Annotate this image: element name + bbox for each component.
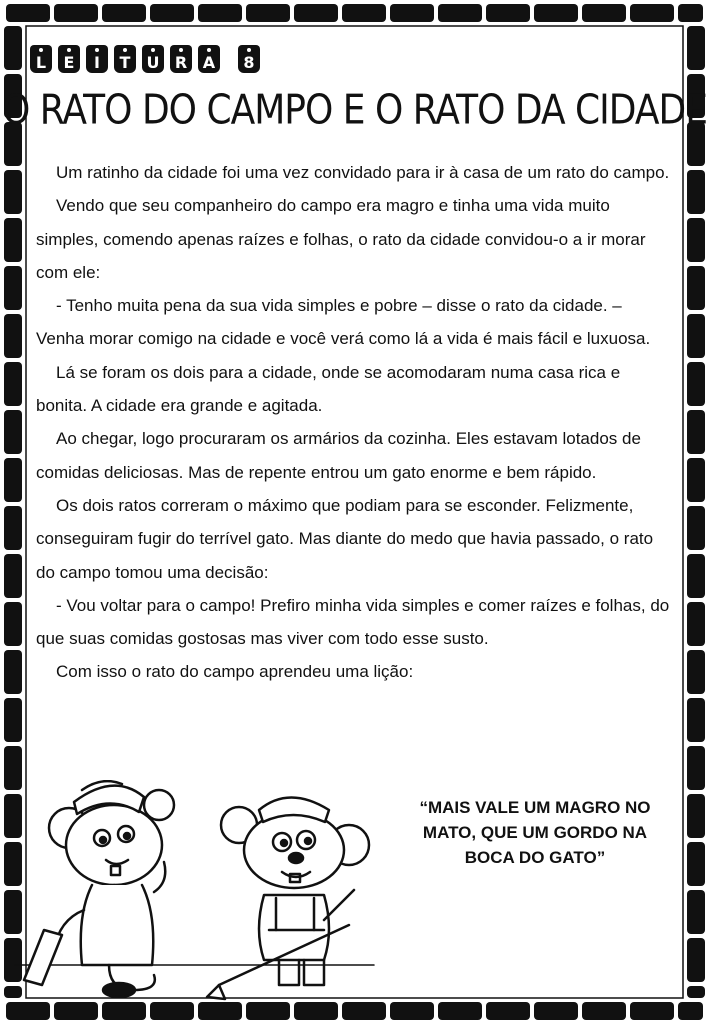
mice-illustration [14,780,394,1005]
border-tile [687,458,705,502]
story-text [36,156,672,689]
border-tile [486,4,530,22]
border-tile [687,986,705,998]
border-tile [687,410,705,454]
border-tile [678,1002,703,1020]
tag-letter: T [114,45,136,73]
story-paragraph: Os dois ratos correram o máximo que podiam para se esconder. Felizmente, conseguiram fugir do terrível gato. Mas diante do medo que havia passado, o rato do campo tomou uma decisão: [36,495,654,582]
story-paragraph: - Vou voltar para o campo! Prefiro minha vida simples e comer raízes e folhas, do que suas comidas gostosas mas viver com todo esse susto. [36,595,670,649]
tag-letter: I [86,45,108,73]
border-tile [687,842,705,886]
border-tile [687,218,705,262]
tag-letter: L [30,45,52,73]
border-tile [4,458,22,502]
border-tile [687,554,705,598]
border-tile [687,794,705,838]
border-tile [486,1002,530,1020]
border-tile [687,362,705,406]
story-paragraph: Com isso o rato do campo aprendeu uma lição: [56,662,414,682]
border-tile [4,26,22,70]
border-tile [4,602,22,646]
border-tile [4,506,22,550]
border-tile [687,266,705,310]
border-tile [534,4,578,22]
city-mouse-illustration [24,781,174,997]
border-tile [342,4,386,22]
tag-letter: A [198,45,220,73]
border-tile [687,890,705,934]
story-paragraph: Ao chegar, logo procuraram os armários da cozinha. Eles estavam lotados de comidas deliciosas. Mas de repente entrou um gato enorme e bem rápido. [36,429,641,482]
border-tile [4,314,22,358]
border-tile [582,4,626,22]
border-tile [438,1002,482,1020]
tag-letter: E [58,45,80,73]
border-tile [390,1002,434,1020]
border-tile [687,26,705,70]
border-tile [198,4,242,22]
border-tile [534,1002,578,1020]
border-tile [687,650,705,694]
tag-letter: R [170,45,192,73]
story-paragraph: Vendo que seu companheiro do campo era magro e tinha uma vida muito simples, comendo apenas raízes e folhas, o rato da cidade convidou-o a ir morar com ele: [36,196,646,282]
border-tile [294,4,338,22]
border-tile [4,410,22,454]
story-paragraph: Um ratinho da cidade foi uma vez convidado para ir à casa de um rato do campo. [56,163,670,182]
moral-quote: “MAIS VALE UM MAGRO NO MATO, QUE UM GORDO NA BOCA DO GATO” [419,798,651,867]
border-tile [4,362,22,406]
border-tile [438,4,482,22]
border-tile [687,602,705,646]
border-tile [150,4,194,22]
border-tile [4,650,22,694]
border-tile [630,4,674,22]
story-paragraph: - Tenho muita pena da sua vida simples e pobre – disse o rato da cidade. – Venha morar comigo na cidade e você verá como lá a vida é mais fácil e luxuosa. [36,296,651,349]
border-tile [687,170,705,214]
border-tile [4,218,22,262]
border-tile [6,4,50,22]
country-mouse-illustration [207,798,369,1000]
border-tile [4,554,22,598]
border-tile [687,314,705,358]
border-tile [687,506,705,550]
page-title: O RATO DO CAMPO E O RATO DA CIDADE [2,86,707,135]
border-tile [678,4,703,22]
border-tile [582,1002,626,1020]
border-tile [54,4,98,22]
story-paragraph: Lá se foram os dois para a cidade, onde se acomodaram numa casa rica e bonita. A cidade era grande e agitada. [36,362,621,416]
tag-letter: 8 [238,45,260,73]
border-tile [4,698,22,742]
tag-spacer [226,45,232,73]
border-tile [246,4,290,22]
tag-letter: U [142,45,164,73]
border-tile [4,170,22,214]
border-tile [630,1002,674,1020]
border-tile [687,938,705,982]
reading-tag-row [30,44,260,74]
border-tile [687,746,705,790]
border-tile [390,4,434,22]
border-tile [4,266,22,310]
border-tile [687,698,705,742]
border-tile [102,4,146,22]
